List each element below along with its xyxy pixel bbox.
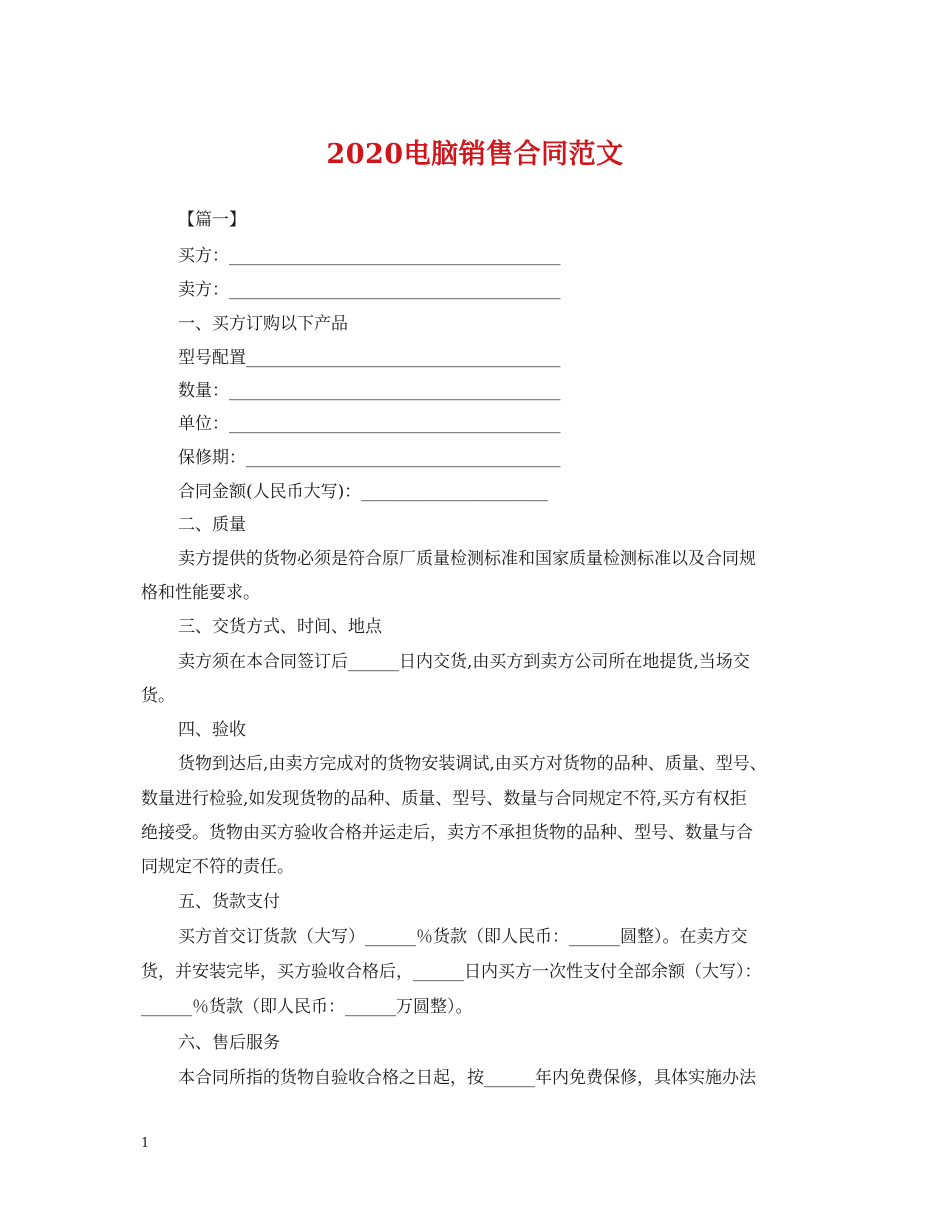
buyer-field: 买方：_______________________________________ — [178, 246, 561, 266]
paragraph-line: 同规定不符的责任。 — [141, 857, 294, 877]
paragraph-line: ______％货款（即人民币：______万圆整）。 — [141, 997, 473, 1017]
document-title: 2020电脑销售合同范文 — [326, 139, 624, 170]
paragraph-line: 卖方提供的货物必须是符合原厂质量检测标准和国家质量检测标准以及合同规 — [178, 549, 756, 569]
paragraph-line: 格和性能要求。 — [141, 583, 260, 603]
warranty-field: 保修期：_____________________________________ — [178, 448, 561, 468]
unit-field: 单位：_______________________________________ — [178, 414, 561, 434]
paragraph-line: 买方首交订货款（大写）______％货款（即人民币：______圆整）。在卖方交 — [178, 927, 748, 947]
heading-payment: 五、货款支付 — [178, 892, 280, 912]
heading-acceptance: 四、验收 — [178, 720, 246, 740]
section-label: 【篇一】 — [178, 210, 246, 230]
seller-field: 卖方：_______________________________________ — [178, 280, 561, 300]
page-number: 1 — [141, 1136, 150, 1151]
paragraph-line: 数量进行检验,如发现货物的品种、质量、型号、数量与合同规定不符,买方有权拒 — [141, 789, 747, 809]
paragraph-line: 绝接受。货物由买方验收合格并运走后，卖方不承担货物的品种、型号、数量与合 — [141, 823, 753, 843]
heading-after-sales: 六、售后服务 — [178, 1033, 280, 1053]
model-field: 型号配置_____________________________________ — [178, 348, 561, 368]
paragraph-line: 货。 — [141, 686, 175, 706]
heading-order: 一、买方订购以下产品 — [178, 314, 348, 334]
heading-quality: 二、质量 — [178, 515, 246, 535]
amount-field: 合同金额(人民币大写)：______________________ — [178, 482, 549, 502]
paragraph-line: 货，并安装完毕，买方验收合格后，______日内买方一次性支付全部余额（大写）： — [141, 962, 762, 982]
paragraph-line: 本合同所指的货物自验收合格之日起，按______年内免费保修，具体实施办法 — [178, 1068, 756, 1088]
heading-delivery: 三、交货方式、时间、地点 — [178, 617, 382, 637]
quantity-field: 数量：_______________________________________ — [178, 381, 561, 401]
paragraph-line: 卖方须在本合同签订后______日内交货,由买方到卖方公司所在地提货,当场交 — [178, 652, 750, 672]
paragraph-line: 货物到达后,由卖方完成对的货物安装调试,由买方对货物的品种、质量、型号、 — [178, 754, 767, 774]
